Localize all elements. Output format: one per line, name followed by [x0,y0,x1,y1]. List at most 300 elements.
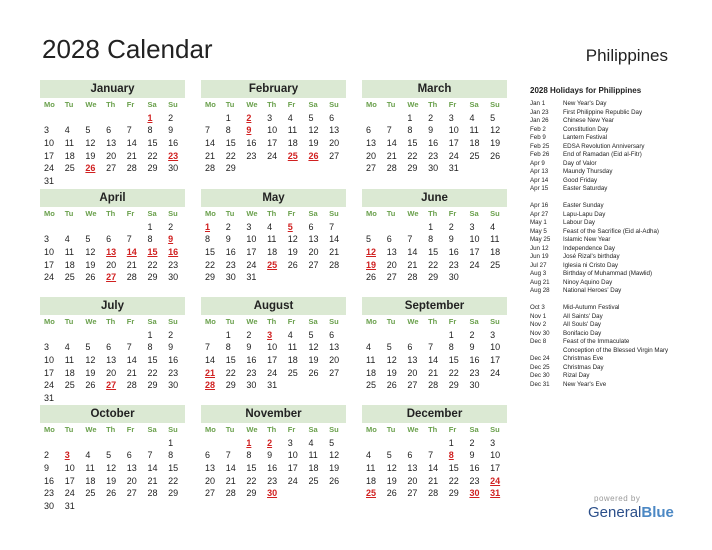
weekday-label: Tu [64,209,74,218]
weekday-label: Fr [126,100,135,109]
weekday-label: Su [490,317,500,326]
holiday-row [530,347,705,356]
day-cell: 24 [490,367,501,378]
day-cell: 14 [205,355,216,366]
day-cell: 23 [267,475,278,486]
day-cell: 24 [44,380,55,391]
day-cell: 25 [469,150,480,161]
holiday-row [530,236,705,245]
weekday-label: Mo [205,209,216,218]
empty-cell [81,437,102,450]
weekday-label: Fr [448,317,457,326]
holiday-date: Jun 12 [530,244,549,252]
day-cell: 26 [386,488,397,499]
weekday-label: We [407,317,419,326]
day-cell: 16 [469,355,480,366]
day-cell: 28 [225,488,236,499]
day-cell: 13 [407,355,418,366]
day-cell: 2 [469,329,475,340]
day-cell: 8 [168,450,174,461]
holiday-day: 8 [448,450,454,461]
holiday-name: End of Ramadan (Eid al-Fitr) [563,151,642,159]
weekday-label: Fr [448,425,457,434]
day-cell: 8 [225,125,231,136]
holiday-name: First Philippine Republic Day [563,108,643,116]
weekday-label: Su [490,209,500,218]
day-cell: 10 [44,138,55,149]
month-september [362,297,507,392]
weekday-label: Su [329,100,339,109]
day-cell: 27 [329,150,340,161]
day-cell: 1 [225,112,231,123]
holiday-name: Constitution Day [563,125,609,133]
day-cell: 22 [147,150,158,161]
holiday-row [530,100,705,109]
month-may [201,189,346,284]
day-cell: 28 [407,272,418,283]
day-cell: 19 [329,463,340,474]
empty-cell [123,329,144,342]
holiday-day: 25 [287,150,298,161]
month-grid [362,316,507,392]
day-cell: 28 [147,488,158,499]
holiday-day: 1 [147,112,153,123]
day-cell: 20 [386,259,397,270]
day-cell: 17 [267,355,278,366]
holiday-date: Dec 8 [530,338,547,346]
weekday-label: Mo [44,425,55,434]
weekday-label: Su [329,209,339,218]
day-cell: 5 [85,342,91,353]
holiday-row [530,143,705,152]
day-cell: 14 [386,138,397,149]
holiday-name: Lapu-Lapu Day [563,210,606,218]
holiday-day: 15 [147,247,158,258]
holiday-day: 26 [308,150,319,161]
day-cell: 17 [287,463,298,474]
holiday-name: Birthday of Muhammad (Mawlid) [563,270,653,278]
day-cell: 15 [205,247,216,258]
day-cell: 1 [147,221,153,232]
day-cell: 15 [168,463,179,474]
weekday-label: We [407,209,419,218]
empty-cell [201,329,222,342]
day-cell: 8 [428,234,434,245]
holiday-name: All Saints' Day [563,312,603,320]
weekday-label: Sa [308,317,318,326]
weekday-label: Sa [308,209,318,218]
weekday-label: Sa [147,317,157,326]
weekday-label: Sa [147,209,157,218]
month-title: April [40,189,185,207]
day-cell: 20 [106,150,117,161]
page-title: 2028 Calendar [42,34,213,64]
day-cell: 28 [386,163,397,174]
day-cell: 25 [64,380,75,391]
day-cell: 9 [168,342,174,353]
day-cell: 12 [490,125,501,136]
holiday-day: 27 [106,380,117,391]
month-grid [362,99,507,175]
holiday-date: Dec 24 [530,355,550,363]
day-cell: 13 [329,342,340,353]
holiday-row [530,338,705,347]
day-cell: 5 [106,450,112,461]
weekday-label: Tu [64,317,74,326]
holiday-day: 14 [126,247,137,258]
day-cell: 9 [267,450,273,461]
empty-cell [362,221,383,234]
month-grid [201,424,346,500]
day-cell: 2 [246,329,252,340]
weekday-label: Mo [205,317,216,326]
day-cell: 31 [44,176,55,187]
holiday-name: Day of Valor [563,159,597,167]
day-cell: 19 [386,367,397,378]
day-cell: 17 [490,463,501,474]
holiday-day: 25 [267,259,278,270]
holiday-name: Christmas Day [563,363,604,371]
day-cell: 23 [246,150,257,161]
empty-cell [123,437,144,450]
day-cell: 30 [246,380,257,391]
day-cell: 4 [267,221,273,232]
day-cell: 2 [168,112,174,123]
day-cell: 23 [246,367,257,378]
holiday-date: Apr 13 [530,168,549,176]
day-cell: 29 [147,272,158,283]
day-cell: 10 [64,463,75,474]
holiday-row [530,304,705,313]
day-cell: 9 [246,342,252,353]
holiday-date: Feb 26 [530,151,550,159]
day-cell: 11 [64,247,75,258]
holiday-row [530,211,705,220]
day-cell: 21 [225,475,236,486]
day-cell: 18 [366,367,377,378]
day-cell: 4 [64,234,70,245]
holiday-day: 25 [366,488,377,499]
holiday-day: 27 [106,272,117,283]
empty-cell [201,112,222,125]
holiday-row [530,270,705,279]
empty-cell [123,221,144,234]
day-cell: 9 [469,342,475,353]
day-cell: 21 [126,150,137,161]
weekday-label: Tu [64,425,74,434]
weekday-label: Tu [225,209,235,218]
holiday-day: 2 [267,437,273,448]
day-cell: 31 [64,501,75,512]
holiday-date: Dec 30 [530,372,550,380]
day-cell: 27 [205,488,216,499]
holiday-row [530,364,705,373]
day-cell: 14 [225,463,236,474]
day-cell: 24 [44,163,55,174]
holiday-name: All Souls' Day [563,321,601,329]
weekday-label: We [85,317,97,326]
day-cell: 18 [287,355,298,366]
weekday-label: We [85,425,97,434]
day-cell: 30 [225,272,236,283]
day-cell: 18 [287,138,298,149]
empty-cell [383,437,404,450]
day-cell: 17 [44,150,55,161]
day-cell: 17 [448,138,459,149]
holiday-date: Feb 2 [530,125,546,133]
day-cell: 22 [448,475,459,486]
day-cell: 4 [469,112,475,123]
day-cell: 16 [168,138,179,149]
weekday-label: Tu [386,317,396,326]
day-cell: 25 [490,259,501,270]
day-cell: 8 [448,342,454,353]
day-cell: 4 [366,342,372,353]
day-cell: 16 [246,355,257,366]
day-cell: 4 [287,329,293,340]
holiday-name: Ninoy Aquino Day [563,278,613,286]
holiday-date: May 5 [530,227,547,235]
holiday-row [530,287,705,296]
holiday-day: 26 [85,163,96,174]
day-cell: 3 [267,112,273,123]
holiday-row [530,381,705,390]
day-cell: 30 [428,163,439,174]
day-cell: 6 [407,450,413,461]
day-cell: 18 [469,138,480,149]
day-cell: 12 [85,138,96,149]
day-cell: 18 [85,475,96,486]
holiday-date: Dec 31 [530,380,550,388]
empty-cell [102,112,123,125]
day-cell: 25 [308,475,319,486]
holiday-row [530,372,705,381]
weekday-label: Mo [366,100,377,109]
weekday-label: Tu [386,209,396,218]
weekday-label: Su [329,317,339,326]
day-cell: 1 [147,329,153,340]
day-cell: 5 [366,234,372,245]
day-cell: 23 [225,259,236,270]
day-cell: 17 [44,259,55,270]
day-cell: 21 [428,475,439,486]
day-cell: 6 [386,234,392,245]
weekday-label: Sa [469,425,479,434]
day-cell: 1 [448,437,454,448]
day-cell: 2 [225,221,231,232]
day-cell: 2 [428,112,434,123]
day-cell: 3 [469,221,475,232]
weekday-label: Mo [366,317,377,326]
day-cell: 14 [428,355,439,366]
day-cell: 26 [366,272,377,283]
day-cell: 16 [246,138,257,149]
weekday-label: Fr [126,209,135,218]
day-cell: 22 [428,259,439,270]
day-cell: 9 [44,463,50,474]
weekday-label: Fr [287,317,296,326]
day-cell: 15 [428,247,439,258]
holiday-day: 1 [205,221,211,232]
day-cell: 23 [168,367,179,378]
holiday-date: Nov 2 [530,321,547,329]
day-cell: 27 [386,272,397,283]
day-cell: 25 [287,367,298,378]
day-cell: 11 [490,234,500,245]
day-cell: 12 [85,247,96,258]
day-cell: 14 [205,138,216,149]
day-cell: 16 [168,355,179,366]
day-cell: 16 [225,247,236,258]
day-cell: 27 [106,163,117,174]
day-cell: 13 [126,463,137,474]
day-cell: 24 [469,259,480,270]
empty-cell [61,437,82,450]
weekday-label: Tu [64,100,74,109]
day-cell: 13 [407,463,418,474]
empty-cell [61,329,82,342]
day-cell: 5 [85,234,91,245]
weekday-label: Th [428,209,438,218]
day-cell: 29 [407,163,418,174]
weekday-label: Mo [205,425,216,434]
day-cell: 5 [386,450,392,461]
empty-cell [201,437,222,450]
day-cell: 3 [246,221,252,232]
day-cell: 22 [147,259,158,270]
day-cell: 11 [366,463,376,474]
weekday-label: Sa [147,425,157,434]
holiday-name: National Heroes' Day [563,287,622,295]
brand-name-part2: Blue [641,504,674,521]
day-cell: 14 [126,355,137,366]
holiday-row [530,168,705,177]
day-cell: 28 [428,488,439,499]
month-title: June [362,189,507,207]
day-cell: 29 [448,380,459,391]
day-cell: 24 [267,367,278,378]
day-cell: 5 [329,437,335,448]
day-cell: 4 [64,342,70,353]
day-cell: 8 [225,342,231,353]
weekday-label: Th [267,209,277,218]
holiday-date: Nov 1 [530,312,547,320]
day-cell: 2 [168,329,174,340]
empty-cell [424,329,445,342]
day-cell: 26 [106,488,117,499]
weekday-label: We [246,100,258,109]
day-cell: 21 [126,367,137,378]
weekday-label: Mo [366,209,377,218]
day-cell: 28 [205,163,216,174]
day-cell: 9 [469,450,475,461]
day-cell: 10 [267,125,278,136]
holiday-date [530,347,563,356]
weekday-label: Sa [147,100,157,109]
day-cell: 2 [44,450,50,461]
day-cell: 10 [287,450,298,461]
month-march [362,80,507,175]
day-cell: 29 [168,488,179,499]
day-cell: 6 [106,342,112,353]
day-cell: 7 [407,234,413,245]
holiday-date: Jan 1 [530,100,546,107]
day-cell: 15 [147,138,158,149]
day-cell: 21 [126,259,137,270]
weekday-label: Su [168,209,178,218]
day-cell: 3 [44,125,50,136]
day-cell: 18 [64,259,75,270]
day-cell: 21 [147,475,158,486]
weekday-label: Fr [287,100,296,109]
holiday-date: Oct 3 [530,304,545,312]
day-cell: 8 [407,125,413,136]
day-cell: 11 [267,234,277,245]
empty-cell [362,329,383,342]
weekday-label: Tu [225,317,235,326]
day-cell: 20 [329,138,340,149]
empty-cell [403,221,424,234]
day-cell: 16 [44,475,55,486]
day-cell: 18 [490,247,501,258]
day-cell: 10 [267,342,278,353]
day-cell: 8 [147,125,153,136]
holiday-name: Easter Saturday [563,185,608,193]
day-cell: 24 [246,259,257,270]
day-cell: 6 [366,125,372,136]
day-cell: 20 [407,367,418,378]
day-cell: 29 [205,272,216,283]
month-april [40,189,185,284]
day-cell: 13 [106,355,117,366]
holiday-row [530,151,705,160]
month-february [201,80,346,175]
weekday-label: Sa [469,209,479,218]
month-grid [201,316,346,392]
month-grid [40,316,185,405]
day-cell: 6 [329,329,335,340]
day-cell: 10 [44,355,55,366]
day-cell: 22 [147,367,158,378]
holiday-row [530,126,705,135]
weekday-label: We [246,317,258,326]
day-cell: 16 [267,463,278,474]
day-cell: 11 [287,125,298,136]
day-cell: 30 [469,380,480,391]
holiday-day: 28 [205,380,216,391]
day-cell: 7 [329,221,335,232]
holiday-day: 13 [106,247,117,258]
day-cell: 28 [126,380,137,391]
empty-cell [40,112,61,125]
month-january [40,80,185,188]
day-cell: 10 [469,234,480,245]
day-cell: 19 [308,138,319,149]
month-october [40,405,185,513]
weekday-label: Fr [126,425,135,434]
day-cell: 5 [308,329,314,340]
empty-cell [81,329,102,342]
day-cell: 14 [428,463,439,474]
day-cell: 29 [448,488,459,499]
day-cell: 11 [64,355,75,366]
brand-logo[interactable] [588,494,674,521]
day-cell: 12 [106,463,117,474]
holiday-name: Rizal Day [563,372,590,380]
day-cell: 13 [106,138,117,149]
day-cell: 5 [386,342,392,353]
day-cell: 23 [168,259,179,270]
